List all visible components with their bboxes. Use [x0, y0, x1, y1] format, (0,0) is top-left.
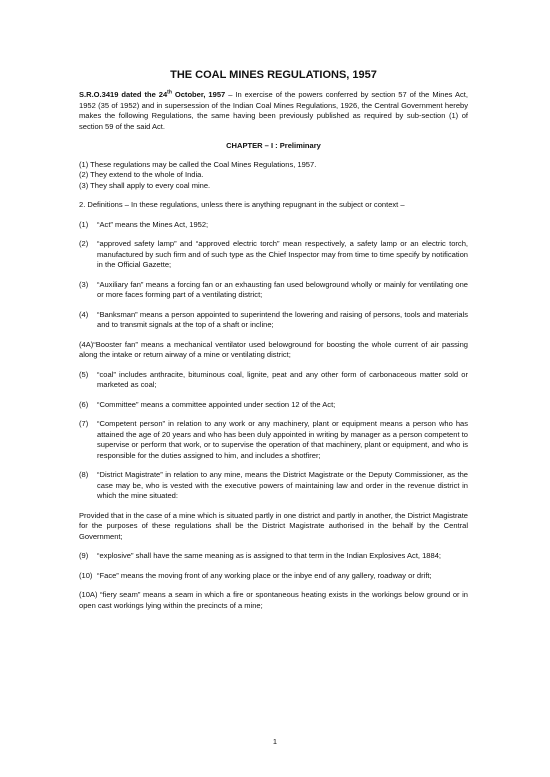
definition-item	[79, 419, 468, 461]
definition-number: (5)	[79, 369, 89, 379]
definition-number: (1)	[79, 219, 89, 229]
definition-number: (4)	[79, 309, 89, 319]
definition-item	[79, 370, 468, 391]
preamble-paragraph	[79, 90, 468, 132]
definition-text: “coal” includes anthracite, bituminous coal, lignite, peat and any other form of carbonaceous matter sold or marketed as coal;	[97, 369, 468, 389]
definition-text: “explosive” shall have the same meaning as is assigned to that term in the Indian Explosives Act, 1884;	[97, 551, 441, 560]
definition-item	[79, 551, 468, 562]
definition-number: (8)	[79, 470, 89, 479]
definition-number: (6)	[79, 399, 89, 409]
sro-date	[118, 90, 225, 99]
sro-date-sup: th	[167, 89, 172, 96]
definition-text: “Act” means the Mines Act, 1952;	[97, 219, 209, 229]
definition-item	[79, 571, 468, 582]
rule-1-clause: (2) They extend to the whole of India.	[79, 170, 204, 179]
definition-item	[79, 470, 468, 502]
definition-text: “Face” means the moving front of any working place or the inbye end of any gallery, roadway or drift;	[97, 570, 432, 580]
sro-date-post: October, 1957	[171, 90, 226, 99]
definition-text: “Competent person” in relation to any work or any machinery, plant or equipment means a person who has attained the age of 20 years and who has been duly appointed in writing by manager as a person competent to supervise or perform that work, or to supervise the operation of that machinery, plant or equipment, and who is responsible for the duties assigned to him, and includes a shotfirer;	[97, 419, 468, 460]
definition-number: (7)	[79, 419, 89, 428]
definition-item	[79, 400, 468, 411]
rule-1-clause: (3) They shall apply to every coal mine.	[79, 180, 211, 190]
definition-text: “District Magistrate” in relation to any mine, means the District Magistrate or the Deputy Commissioner, as the case may be, who is vested with the executive powers of maintaining law and order in the revenue district in which the mine situated:	[97, 470, 468, 500]
definition-number: (2)	[79, 239, 89, 248]
definition-item	[79, 220, 468, 231]
proviso-paragraph: Provided that in the case of a mine which is situated partly in one district and partly in another, the District Magistrate for the purposes of these regulations shall be the District Magistrate authorised in the behalf by the Central Government;	[79, 510, 468, 541]
document-title: THE COAL MINES REGULATIONS, 1957	[170, 69, 377, 81]
page-number: 1	[272, 737, 278, 746]
definition-text: “Banksman” means a person appointed to superintend the lowering and raising of persons, tools and materials and to transmit signals at the top of a shaft or incline;	[97, 309, 468, 329]
definition-item	[79, 280, 468, 301]
rule-1	[79, 160, 468, 192]
definition-item	[79, 239, 468, 271]
definition-text: “Auxiliary fan” means a forcing fan or an exhausting fan used belowground wholly or mainly for ventilating one or more faces forming part of a ventilating district;	[97, 279, 468, 299]
rule-2-definitions-intro: 2. Definitions – In these regulations, unless there is anything repugnant in the subject or context –	[79, 200, 405, 209]
definition-number: (3)	[79, 279, 89, 289]
chapter-heading: CHAPTER – I : Preliminary	[226, 141, 321, 150]
definition-10a: (10A) “fiery seam” means a seam in which a fire or spontaneous heating exists in the workings below ground or in open cast workings lying within the precincts of a mine;	[79, 590, 468, 610]
definition-number: (9)	[79, 551, 89, 560]
definition-4a: (4A)“Booster fan” means a mechanical ventilator used belowground for boosting the whole current of air passing along the intake or return airway of a mine or ventilating district;	[79, 339, 468, 359]
definition-number: (10)	[79, 570, 93, 580]
definition-text: “approved safety lamp” and “approved electric torch” mean respectively, a safety lamp or an electric torch, manufactured by such firm and of such type as the Chief Inspector may from time to time specify by notification in the Official Gazette;	[97, 239, 468, 269]
sro-date-pre: dated the 24	[121, 90, 168, 99]
sro-number: S.R.O.3419	[79, 90, 119, 99]
definition-item	[79, 310, 468, 331]
preamble-text: – In exercise of the powers conferred by section 57 of the Mines Act, 1952 (35 of 1952) and in supersession of the Indian Coal Mines Regulations, 1926, the Central Government hereby makes the following Regulations, the same having been previously published as required by sub-section (1) of section 59 of the said Act.	[79, 90, 468, 131]
rule-1-clause: (1) These regulations may be called the Coal Mines Regulations, 1957.	[79, 159, 317, 169]
definition-text: “Committee” means a committee appointed under section 12 of the Act;	[97, 399, 336, 409]
